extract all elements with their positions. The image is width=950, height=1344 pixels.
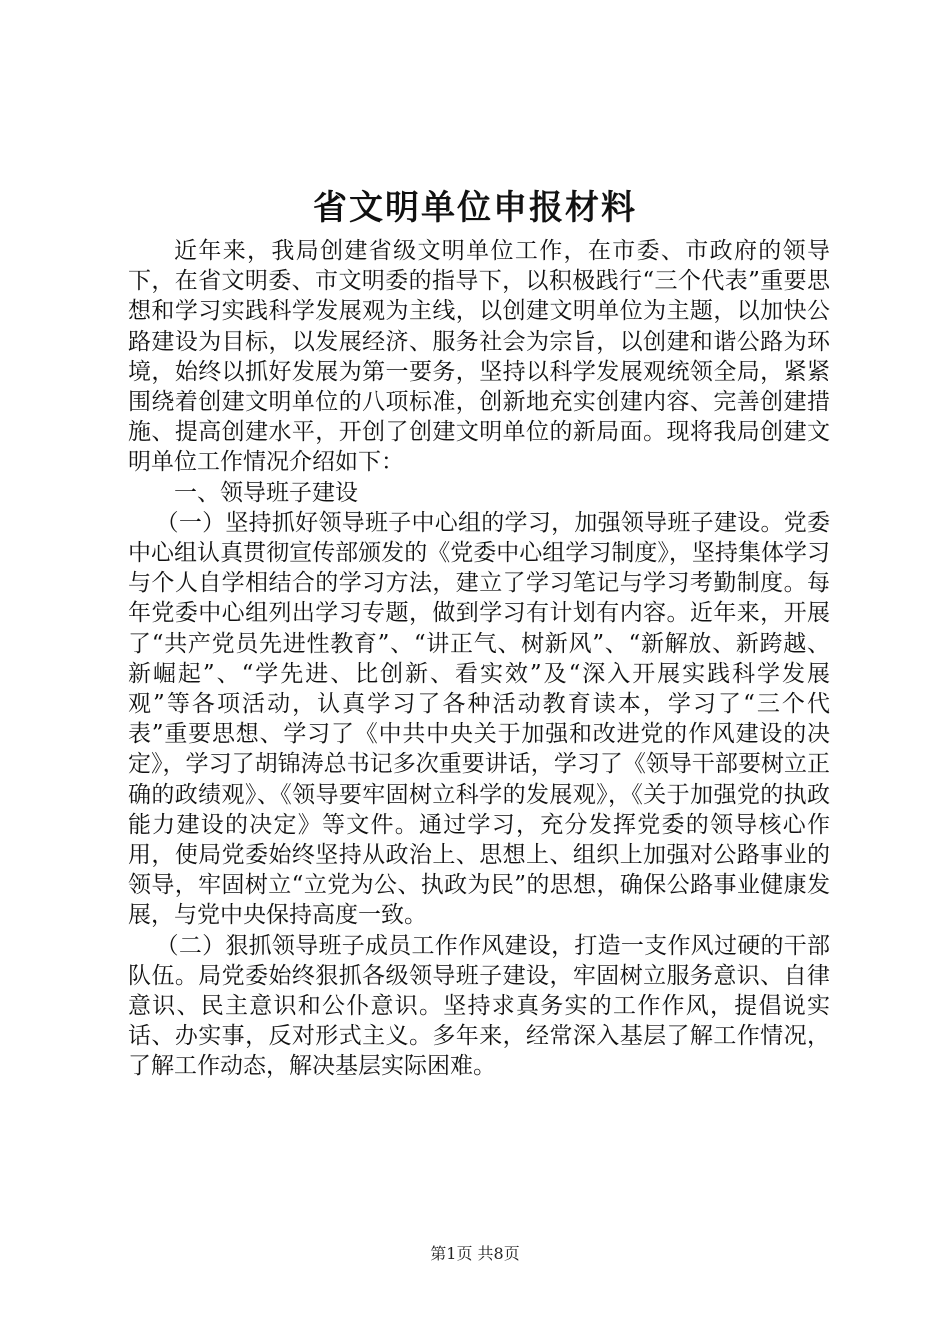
paragraph-point-one: （一）坚持抓好领导班子中心组的学习，加强领导班子建设。党委中心组认真贯彻宣传部颁发的《党委中心组学习制度》，坚持集体学习与个人自学相结合的学习方法，建立了学习笔记与学习考勤制度。每年党委中心组列出学习专题，做到学习有计划有内容。近年来，开展了“共产党员先进性教育”、“讲正气、树新风”、“新解放、新跨越、新崛起”、“学先进、比创新、看实效”及“深入开展实践科学发展观”等各项活动，认真学习了各种活动教育读本，学习了“三个代表”重要思想、学习了《中共中央关于加强和改进党的作风建设的决定》，学习了胡锦涛总书记多次重要讲话，学习了《领导干部要树立正确的政绩观》、《领导要牢固树立科学的发展观》，《关于加强党的执政能力建设的决定》等文件。通过学习，充分发挥党委的领导核心作用，使局党委始终坚持从政治上、思想上、组织上加强对公路事业的领导，牢固树立“立党为公、执政为民”的思想，确保公路事业健康发展，与党中央保持高度一致。: [128, 509, 830, 929]
document-title: 省文明单位申报材料: [313, 188, 637, 228]
document-body: [128, 236, 830, 1082]
paragraph-intro: 近年来，我局创建省级文明单位工作，在市委、市政府的领导下，在省文明委、市文明委的指导下，以积极践行“三个代表”重要思想和学习实践科学发展观为主线，以创建文明单位为主题，以加快公路建设为目标，以发展经济、服务社会为宗旨，以创建和谐公路为环境，始终以抓好发展为第一要务，坚持以科学发展观统领全局，紧紧围绕着创建文明单位的八项标准，创新地充实创建内容、完善创建措施、提高创建水平，开创了创建文明单位的新局面。现将我局创建文明单位工作情况介绍如下：: [128, 238, 830, 476]
page-number-footer: 第1页 共8页: [430, 1244, 520, 1263]
paragraph-point-two: （二）狠抓领导班子成员工作作风建设，打造一支作风过硬的干部队伍。局党委始终狠抓各级领导班子建设，牢固树立服务意识、自律意识、民主意识和公仆意识。坚持求真务实的工作作风，提倡说实话、办实事，反对形式主义。多年来，经常深入基层了解工作情况，了解工作动态，解决基层实际困难。: [128, 932, 830, 1080]
section-heading-leadership: 一、领导班子建设: [174, 479, 358, 506]
